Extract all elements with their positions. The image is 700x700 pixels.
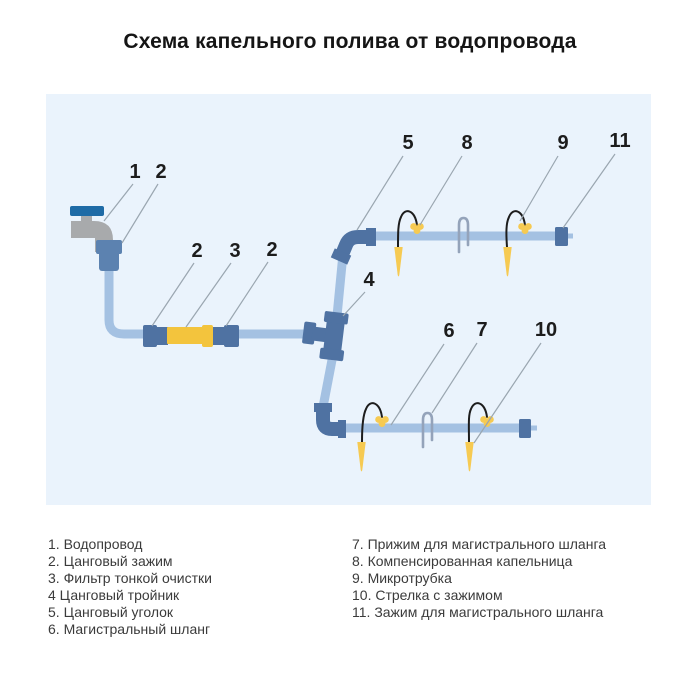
callout-number-5: 5 — [402, 132, 414, 154]
leader-line-7 — [432, 343, 477, 413]
callout-number-6: 6 — [443, 320, 455, 342]
lower-elbow-fitting — [323, 403, 346, 429]
faucet-clamp-collar — [96, 240, 122, 254]
legend-item-11: 11. Зажим для магистрального шланга — [352, 604, 604, 620]
faucet-handle-stem — [81, 215, 92, 222]
legend-item-10: 10. Стрелка с зажимом — [352, 587, 503, 603]
stake-arrow — [465, 442, 473, 472]
callout-number-7: 7 — [476, 319, 488, 341]
leader-line-1 — [104, 184, 133, 221]
callout-number-10: 10 — [534, 319, 558, 341]
drip-assembly-lower-2 — [465, 403, 494, 471]
page-title: Схема капельного полива от водопровода — [123, 30, 577, 53]
legend-item-8: 8. Компенсированная капельница — [352, 553, 573, 569]
stake-arrow — [394, 247, 402, 277]
clamp-fitting-left-neck — [156, 327, 168, 345]
clamp-fitting-right-neck — [213, 327, 225, 345]
leader-line-5 — [357, 156, 403, 230]
lower-riser-hose — [323, 360, 332, 407]
callout-number-11: 11 — [609, 130, 631, 152]
fine-filter-body — [167, 327, 204, 344]
leader-line-9 — [520, 156, 558, 221]
supply-hose — [109, 270, 318, 334]
leader-line-6 — [391, 344, 444, 425]
legend-item-9: 9. Микротрубка — [352, 570, 452, 586]
stake-arrow — [357, 442, 365, 472]
legend-item-3: 3. Фильтр тонкой очистки — [48, 570, 212, 586]
legend-item-4: 4 Цанговый тройник — [48, 587, 180, 603]
leader-line-8 — [420, 156, 462, 225]
upper-elbow-leg-collar — [339, 252, 343, 261]
fine-filter-collar — [202, 325, 213, 347]
upper-elbow-fitting — [339, 237, 376, 261]
filter-assembly — [143, 325, 239, 347]
leader-line-11 — [563, 154, 615, 228]
upper-end-clamp — [555, 227, 568, 246]
lower-end-clamp — [519, 419, 531, 438]
legend-item-1: 1. Водопровод — [48, 536, 143, 552]
clamp-fitting-right — [224, 325, 239, 347]
leader-line-2 — [152, 263, 194, 326]
leader-line-2 — [122, 184, 158, 243]
irrigation-diagram — [46, 94, 651, 505]
leader-line-3 — [186, 263, 231, 327]
legend-item-5: 5. Цанговый уголок — [48, 604, 174, 620]
faucet — [70, 206, 122, 271]
clamp-fitting-left — [143, 325, 157, 347]
callout-number-2: 2 — [191, 240, 203, 262]
leader-line-2 — [226, 262, 268, 326]
tee-fitting — [300, 309, 349, 362]
callouts — [104, 130, 631, 443]
legend-left-column — [48, 536, 212, 638]
callout-number-3: 3 — [229, 240, 241, 262]
callout-number-2: 2 — [155, 161, 167, 183]
stake-arrow — [503, 247, 511, 277]
diagram-panel — [46, 94, 651, 505]
legend-item-6: 6. Магистральный шланг — [48, 621, 211, 637]
legend-item-2: 2. Цанговый зажим — [48, 553, 173, 569]
leader-line-4 — [343, 292, 365, 316]
faucet-handle — [70, 206, 104, 216]
callout-number-4: 4 — [363, 269, 375, 291]
callout-number-2: 2 — [266, 239, 278, 261]
drip-assembly-upper-1 — [394, 211, 424, 276]
legend-right-column — [352, 536, 606, 621]
callout-number-8: 8 — [461, 132, 473, 154]
callout-number-9: 9 — [557, 132, 569, 154]
callout-number-1: 1 — [129, 161, 141, 183]
drip-assembly-lower-1 — [357, 403, 389, 471]
upper-riser-hose — [337, 254, 343, 316]
legend-item-7: 7. Прижим для магистрального шланга — [352, 536, 607, 552]
drip-assembly-upper-2 — [503, 211, 532, 276]
